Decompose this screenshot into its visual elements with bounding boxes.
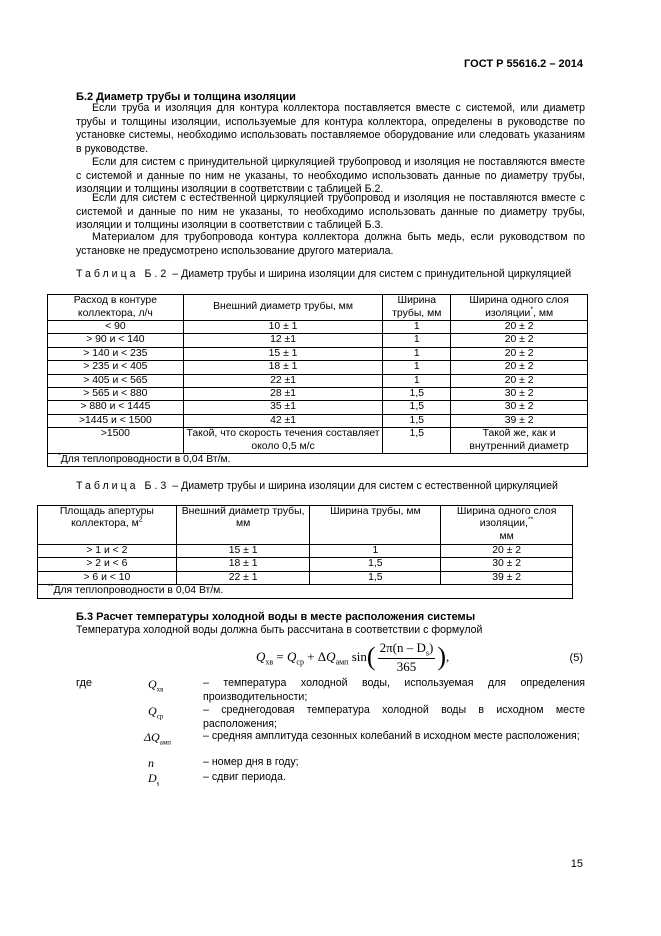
- table-cell: >1500: [48, 428, 184, 454]
- document-code: ГОСТ Р 55616.2 – 2014: [464, 58, 583, 70]
- table-cell: 35 ±1: [183, 401, 383, 414]
- table-caption-b3: Таблица Б.3 – Диаметр трубы и ширина изоляции для систем с естественной циркуляцией: [76, 480, 558, 492]
- table-cell: 1: [383, 334, 451, 347]
- table-cell: > 565 и < 880: [48, 388, 184, 401]
- paragraph: Материалом для трубопровода контура коллектора должна быть медь, если руководством по установке не предусмотрено использование другого материала.: [76, 231, 585, 257]
- table-cell: 18 ± 1: [183, 361, 383, 374]
- column-header: Площадь апертуры коллектора, $м^2$: [38, 506, 177, 545]
- symbol: $Q_{хв}$: [148, 677, 164, 694]
- table-row: [48, 374, 588, 387]
- symbol: $D_s$: [148, 771, 160, 788]
- table-footnote-row: [38, 585, 573, 598]
- table-row: [38, 558, 573, 571]
- table-cell: **Для теплопроводности в 0,04 Вт/м.: [38, 585, 573, 598]
- table-cell: Такой, что скорость течения составляет около 0,5 м/с: [183, 428, 383, 454]
- table-footnote-row: [48, 454, 588, 467]
- table-cell: > 90 и < 140: [48, 334, 184, 347]
- table-row: [48, 414, 588, 427]
- table-cell: 1: [383, 374, 451, 387]
- symbol: n: [148, 756, 154, 770]
- table-row: [48, 388, 588, 401]
- table-cell: Такой же, как и внутренний диаметр: [451, 428, 588, 454]
- column-header: Расход в контуре коллектора, л/ч: [48, 295, 184, 321]
- table-cell: 39 ± 2: [451, 414, 588, 427]
- table-cell: > 2 и < 6: [38, 558, 177, 571]
- table-cell: > 140 и < 235: [48, 347, 184, 360]
- table-cell: 18 ± 1: [176, 558, 310, 571]
- table-cell: 10 ± 1: [183, 321, 383, 334]
- table-header-row: [48, 295, 588, 321]
- table-cell: > 235 и < 405: [48, 361, 184, 374]
- definition: – температура холодной воды, используемая для определения производительности;: [203, 677, 585, 703]
- table-row: [48, 401, 588, 414]
- table-cell: 20 ± 2: [451, 321, 588, 334]
- formula: $Q_{хв} = Q_{ср} + \Delta Q_{амп}$ sin( $\frac{2\pi(n - D_s)}{365}$ ),: [256, 640, 450, 674]
- table-row: [38, 545, 573, 558]
- table-row: [48, 334, 588, 347]
- table-cell: 20 ± 2: [451, 361, 588, 374]
- table-cell: > 880 и < 1445: [48, 401, 184, 414]
- formula-intro: Температура холодной воды должна быть рассчитана в соответствии с формулой: [76, 624, 483, 636]
- table-cell: 1,5: [383, 414, 451, 427]
- table-cell: 1,5: [383, 428, 451, 454]
- table-cell: 20 ± 2: [451, 374, 588, 387]
- column-header: Ширина одного слоя изоляции,** мм: [441, 506, 573, 545]
- column-header: Ширина одного слоя изоляции*, мм: [451, 295, 588, 321]
- table-cell: 30 ± 2: [451, 388, 588, 401]
- definition: – среднегодовая температура холодной воды в исходном месте расположения;: [203, 704, 585, 730]
- table-cell: 42 ±1: [183, 414, 383, 427]
- table-cell: 20 ± 2: [441, 545, 573, 558]
- table-cell: 1,5: [383, 401, 451, 414]
- table-cell: 12 ±1: [183, 334, 383, 347]
- table-row: [38, 571, 573, 584]
- table-cell: 1: [383, 347, 451, 360]
- definition: – сдвиг периода.: [203, 771, 286, 783]
- section-title-b2: Б.2 Диаметр трубы и толщина изоляции: [76, 91, 296, 103]
- symbol: $\Delta Q_{амп}$: [144, 730, 172, 747]
- table-cell: 1,5: [310, 571, 441, 584]
- table-cell: < 90: [48, 321, 184, 334]
- table-cell: 15 ± 1: [176, 545, 310, 558]
- definition: – средняя амплитуда сезонных колебаний в исходном месте расположения;: [203, 730, 580, 742]
- table-cell: >1445 и < 1500: [48, 414, 184, 427]
- table-cell: > 6 и < 10: [38, 571, 177, 584]
- paragraph: Если для систем с естественной циркуляцией трубопровод и изоляция не поставляются вместе с системой и данные по ним не указаны, то необходимо использовать данные по диаметру трубы, изоляции и толщины изоляции в соответствии с таблицей Б.3.: [76, 192, 585, 232]
- paragraph: Если для систем с принудительной циркуляцией трубопровод и изоляция не поставляются вместе с системой и данные по ним не указаны, то необходимо использовать данные по диаметру трубы, изоляции и толщины изоляции в соответствии с таблицей Б.2.: [76, 156, 585, 196]
- table-cell: 39 ± 2: [441, 571, 573, 584]
- table-cell: > 405 и < 565: [48, 374, 184, 387]
- table-cell: 30 ± 2: [451, 401, 588, 414]
- column-header: Внешний диаметр трубы, мм: [183, 295, 383, 321]
- column-header: Внешний диаметр трубы, мм: [176, 506, 310, 545]
- table-cell: 1: [310, 545, 441, 558]
- table-row: [48, 347, 588, 360]
- equation-number: (5): [569, 652, 583, 664]
- where-label: где: [76, 677, 93, 689]
- column-header: Ширина трубы, мм: [383, 295, 451, 321]
- table-cell: 20 ± 2: [451, 347, 588, 360]
- paragraph: Если труба и изоляция для контура коллектора поставляется вместе с системой, или диаметр трубы и толщины изоляции, используемые для контура коллектора, определены в руководстве по установке системы, необходимо использовать поставляемое оборудование или следовать указаниям в руководстве.: [76, 102, 585, 155]
- table-b3: [37, 505, 573, 599]
- table-header-row: [38, 506, 573, 545]
- definition: – номер дня в году;: [203, 756, 299, 768]
- column-header: Ширина трубы, мм: [310, 506, 441, 545]
- table-row: [48, 428, 588, 454]
- table-cell: 22 ±1: [183, 374, 383, 387]
- table-cell: *Для теплопроводности в 0,04 Вт/м.: [48, 454, 588, 467]
- page-number: 15: [570, 858, 583, 870]
- table-cell: 22 ± 1: [176, 571, 310, 584]
- table-cell: 20 ± 2: [451, 334, 588, 347]
- table-cell: 1,5: [310, 558, 441, 571]
- table-row: [48, 321, 588, 334]
- symbol: $Q_{ср}$: [148, 704, 164, 721]
- section-title-b3: Б.3 Расчет температуры холодной воды в месте расположения системы: [76, 611, 476, 623]
- table-cell: 1,5: [383, 388, 451, 401]
- table-cell: 30 ± 2: [441, 558, 573, 571]
- table-cell: 28 ±1: [183, 388, 383, 401]
- table-row: [48, 361, 588, 374]
- table-cell: 1: [383, 321, 451, 334]
- table-cell: > 1 и < 2: [38, 545, 177, 558]
- table-b2: [47, 294, 588, 467]
- table-cell: 15 ± 1: [183, 347, 383, 360]
- table-cell: 1: [383, 361, 451, 374]
- table-caption-b2: Таблица Б.2 – Диаметр трубы и ширина изоляции для систем с принудительной циркуляцией: [76, 268, 572, 280]
